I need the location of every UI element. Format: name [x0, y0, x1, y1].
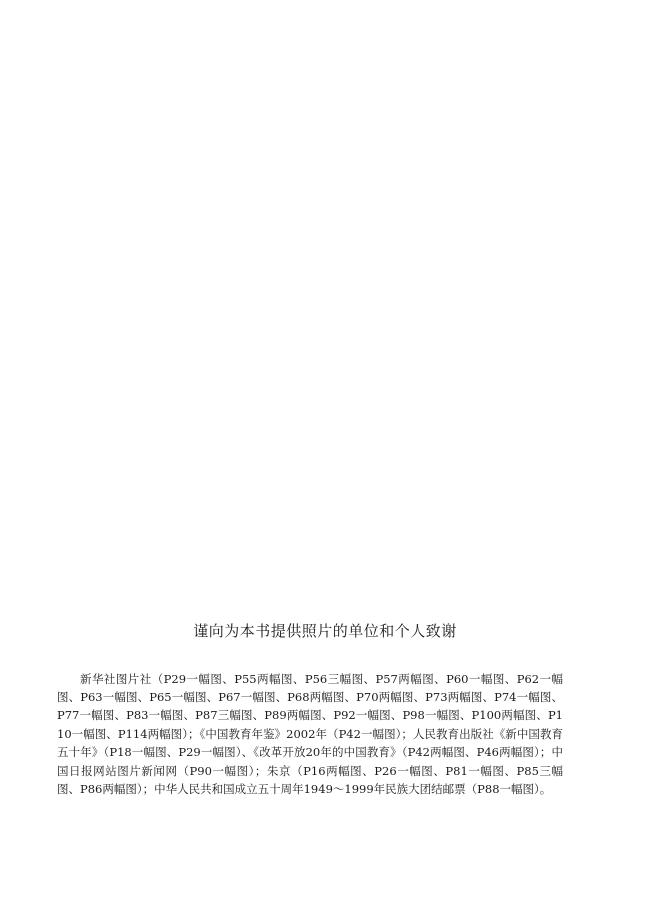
photo-credits-paragraph: 新华社图片社（P29一幅图、P55两幅图、P56三幅图、P57两幅图、P60一幅图、P62一幅图、P63一幅图、P65一幅图、P67一幅图、P68两幅图、P70两幅图、P73两幅图、P74一幅图、P77一幅图、P83一幅图、P87三幅图、P89两幅图、P92一幅图、P98一幅图、P100两幅图、P110一幅图、P114两幅图）；《中国教育年鉴》2002年（P42一幅图）；人民教育出版社《新中国教育五十年》（P18一幅图、P29一幅图）、《改革开放20年的中国教育》（P42两幅图、P46两幅图）；中国日报网站图片新闻网（P90一幅图）；朱京（P16两幅图、P26一幅图、P81一幅图、P85三幅图、P86两幅图）；中华人民共和国成立五十周年1949～1999年民族大团结邮票（P88一幅图）。 [57, 671, 563, 796]
acknowledgement-heading: 谨向为本书提供照片的单位和个人致谢 [193, 622, 457, 640]
